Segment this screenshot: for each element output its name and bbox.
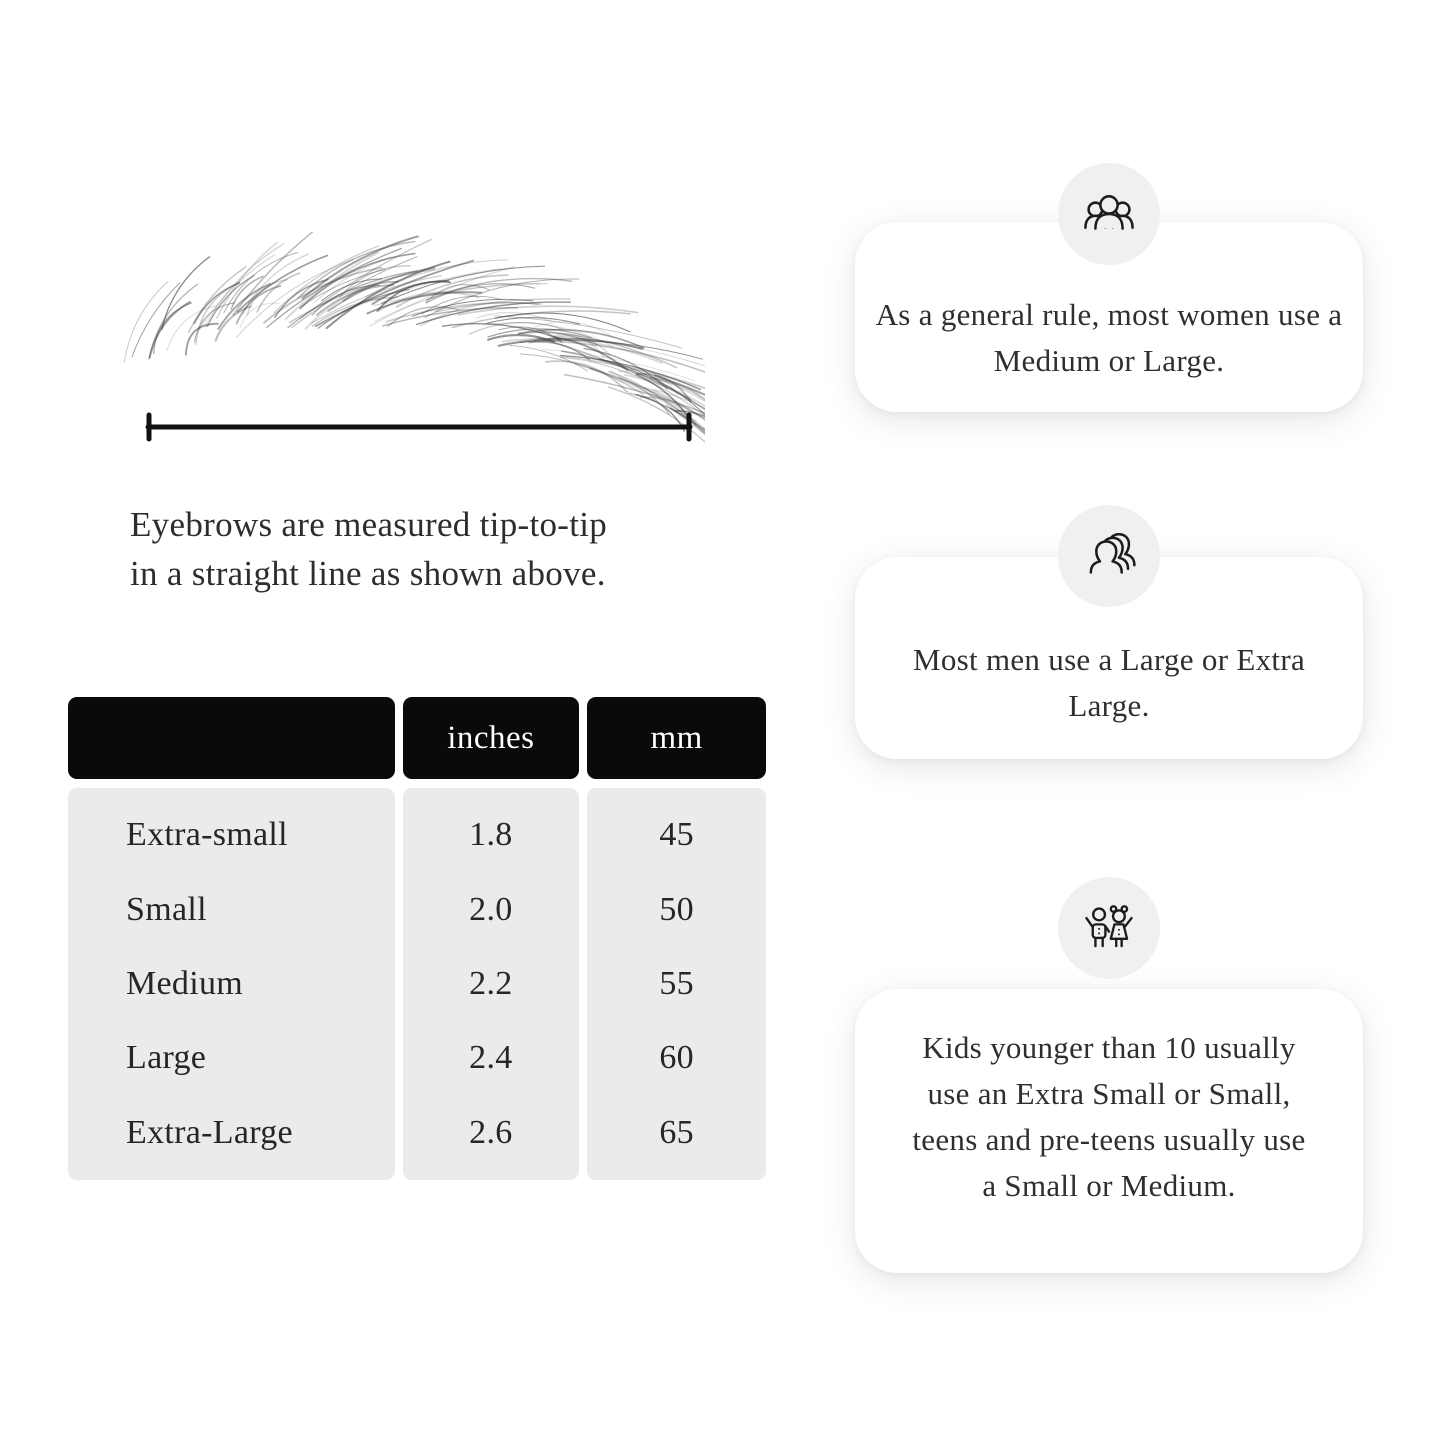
card-icon-circle: [1058, 505, 1160, 607]
info-card-kids: [855, 989, 1363, 1273]
table-body: [68, 788, 766, 1180]
header-cell-mm: mm: [587, 697, 766, 779]
size-label: Medium: [126, 964, 244, 1002]
inches-value: 2.0: [469, 890, 513, 928]
card-text: Most men use a Large or Extra Large.: [912, 642, 1306, 723]
figure-caption: [130, 500, 607, 598]
card-icon-circle: [1058, 877, 1160, 979]
size-label: Small: [126, 890, 207, 928]
header-cell-size: [68, 697, 395, 779]
mm-value: 45: [659, 816, 694, 854]
inches-value: 2.2: [469, 964, 513, 1002]
women-group-icon: [1080, 185, 1138, 243]
mm-column: [587, 788, 766, 1180]
eyebrow-drawing: [105, 232, 705, 447]
card-text: Kids younger than 10 usually use an Extra Small or Small, teens and pre-teens usually use a Small or Medium.: [912, 1030, 1306, 1203]
mm-value: 55: [659, 964, 694, 1002]
card-text: As a general rule, most women use a Medium or Large.: [875, 297, 1343, 378]
size-name-column: [68, 788, 395, 1180]
mm-value: 65: [659, 1113, 694, 1151]
card-icon-circle: [1058, 163, 1160, 265]
kids-icon: [1080, 900, 1138, 956]
size-label: Large: [126, 1039, 207, 1077]
caption-line-1: Eyebrows are measured tip-to-tip: [130, 505, 608, 544]
size-table: [68, 697, 766, 1180]
info-card-men: [855, 557, 1363, 759]
caption-line-2: in a straight line as shown above.: [130, 554, 606, 593]
measurement-line: [148, 415, 690, 439]
inches-value: 1.8: [469, 816, 513, 854]
header-cell-inches: inches: [403, 697, 580, 779]
info-card-women: [855, 222, 1363, 412]
mm-value: 50: [659, 890, 694, 928]
inches-value: 2.6: [469, 1113, 513, 1151]
table-header-row: [68, 697, 766, 779]
eyebrow-hairs: [124, 232, 705, 447]
eyebrow-figure: [105, 232, 705, 447]
mm-value: 60: [659, 1039, 694, 1077]
men-group-icon: [1080, 527, 1138, 585]
size-label: Extra-small: [126, 816, 288, 854]
size-label: Extra-Large: [126, 1113, 293, 1151]
inches-value: 2.4: [469, 1039, 513, 1077]
inches-column: [403, 788, 580, 1180]
